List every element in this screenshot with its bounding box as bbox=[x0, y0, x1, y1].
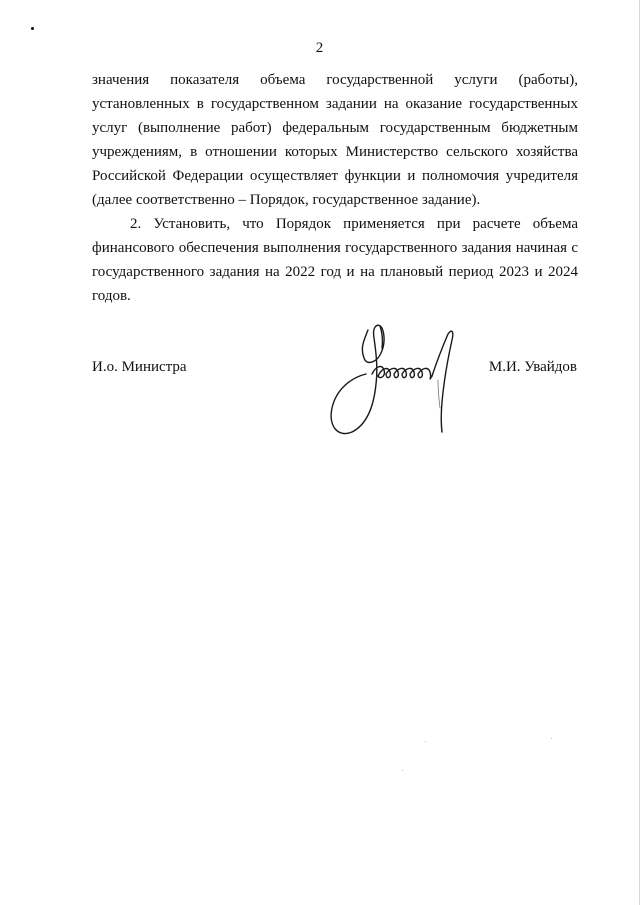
paragraph-item-2: 2. Установить, что Порядок применяется при расчете объема финансового обеспечения выполнения государственного задания начиная с государственного задания на 2022 год и на плановый период 2023 и 2024 годов. bbox=[92, 216, 578, 304]
document-body bbox=[92, 68, 578, 308]
scan-noise-dot bbox=[425, 741, 426, 742]
signer-name: М.И. Увайдов bbox=[488, 359, 577, 375]
scan-noise-dot bbox=[402, 770, 403, 771]
signer-position-title: И.о. Министра bbox=[92, 359, 187, 375]
scan-speck bbox=[31, 27, 34, 30]
scan-noise-dot bbox=[551, 738, 552, 739]
paragraph-continuation: значения показателя объема государственной услуги (работы), установленных в государственном задании на оказание государственных услуг (выполнение работ) федеральным государственным бюджетным учреждениям, в отношении которых Министерство сельского хозяйства Российской Федерации осуществляет функции и полномочия учредителя (далее соответственно – Порядок, государственное задание). bbox=[92, 72, 578, 208]
handwritten-signature bbox=[320, 318, 470, 446]
page-number: 2 bbox=[315, 40, 324, 56]
